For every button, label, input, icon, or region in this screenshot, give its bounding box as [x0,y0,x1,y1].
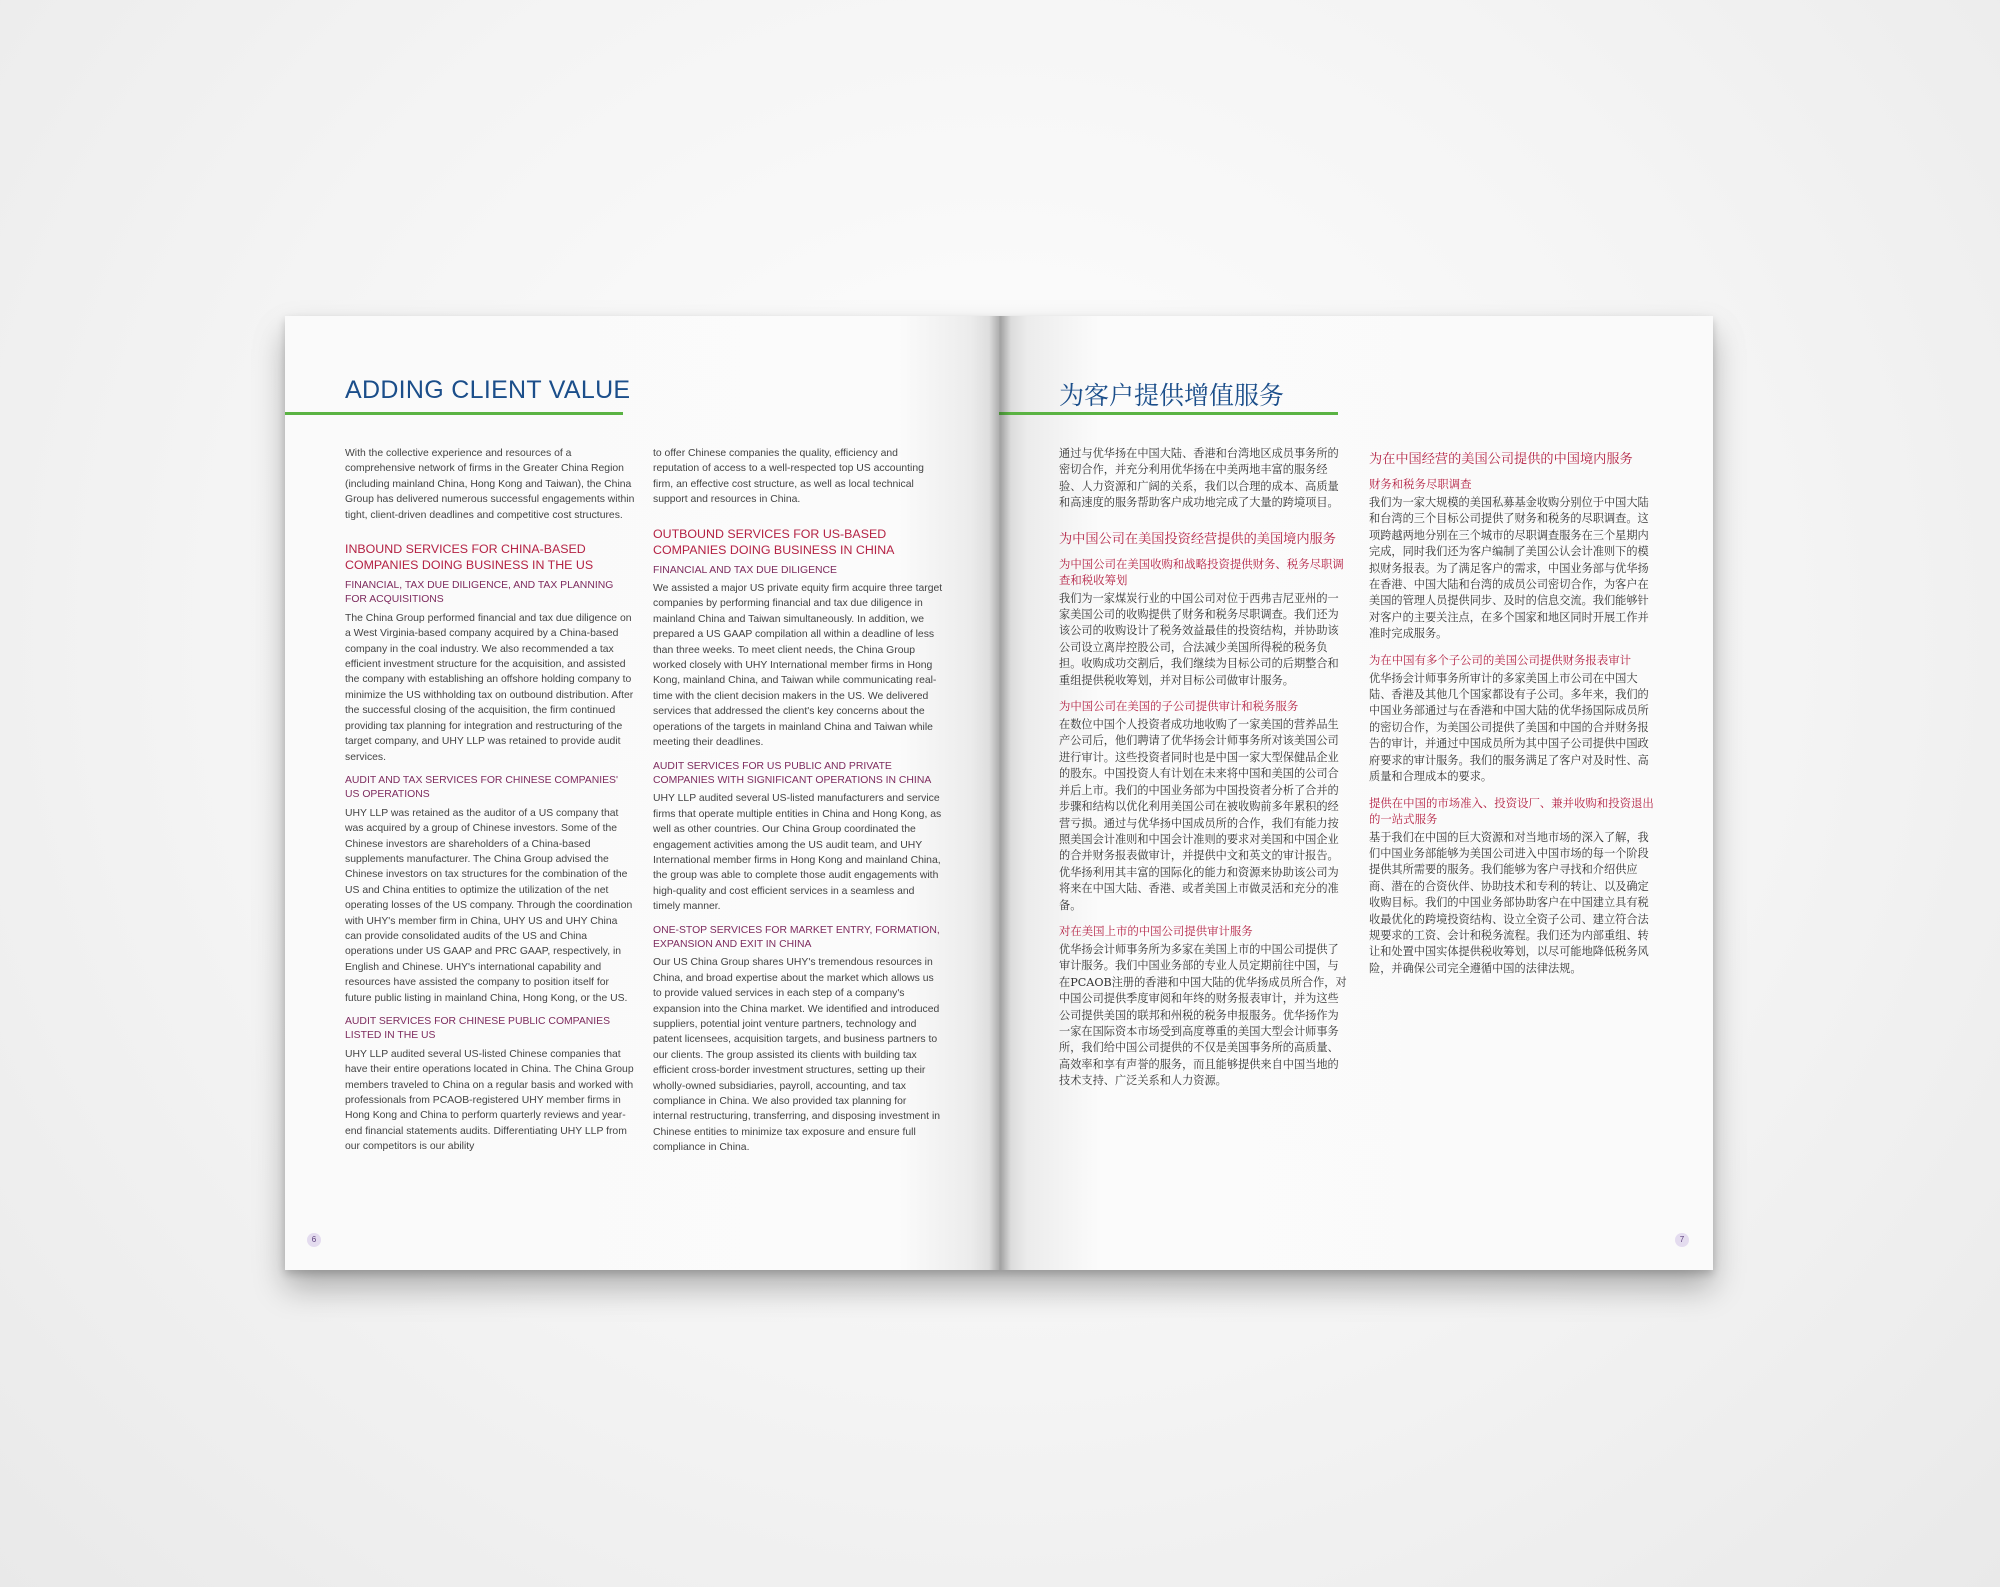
body-paragraph: 基于我们在中国的巨大资源和对当地市场的深入了解，我们中国业务部能够为美国公司进入中国市场的每一个阶段提供其所需要的服务。我们能够为客户寻找和介绍供应商、潜在的合资伙伴、协助技术和专利的转让、以及确定收购目标。我们的中国业务部协助客户在中国建立具有税收最优化的跨境投资结构、设立全资子公司、建立符合法规要求的工资、会计和税务流程。我们还为内部重组、转让和处置中国实体提供税收筹划，以尽可能地降低税务风险，并确保公司完全遵循中国的法律法规。 [1369,830,1649,975]
subsection-heading: AUDIT SERVICES FOR US PUBLIC AND PRIVATE COMPANIES WITH SIGNIFICANT OPERATIONS IN CHINA [653,760,932,786]
right-page [999,316,1713,1270]
body-paragraph: Our US China Group shares UHY's tremendous resources in China, and broad expertise about the market which allows us to provide valued services in each step of a company's expansion into the China market. We identified and introduced suppliers, potential joint venture partners, technology and patent licensees, acquisition targets, and business partners to our clients. The group assisted its clients with building tax efficient cross-border investment structures, setting up their wholly-owned subsidiaries, payroll, accounting, and tax compliance in China. We also provided tax planning for internal restructuring, transferring, and disposing investment in Chinese entities to minimize tax exposure and ensure full compliance in China. [653,957,941,1154]
intro-paragraph: 通过与优华扬在中国大陆、香港和台湾地区成员事务所的密切合作，并充分利用优华扬在中美两地丰富的服务经验、人力资源和广阔的关系，我们以合理的成本、高质量和高速度的服务帮助客户成功地完成了大量的跨境项目。 [1059,447,1339,510]
body-paragraph: 优华扬会计师事务所为多家在美国上市的中国公司提供了审计服务。我们中国业务部的专业人员定期前往中国，与在PCAOB注册的香港和中国大陆的优华扬成员所合作，对中国公司提供季度审阅和年终的财务报表审计，并为这些公司提供美国的联邦和州税的税务申报服务。优华扬作为一家在国际资本市场受到高度尊重的美国大型会计师事务所，我们给中国公司提供的不仅是美国事务所的高质量、高效率和享有声誉的服务，而且能够提供来自中国当地的技术支持、广泛关系和人力资源。 [1059,942,1347,1088]
body-paragraph: 我们为一家大规模的美国私募基金收购分别位于中国大陆和台湾的三个目标公司提供了财务和税务的尽职调查。这项跨越两地分别在三个城市的尽职调查服务在三个星期内完成，同时我们还为客户编制了美国公认会计准则下的模拟财务报表。为了满足客户的需求，中国业务部与优华扬在香港、中国大陆和台湾的成员公司密切合作，为客户在美国的管理人员提供同步、及时的信息交流。我们能够针对客户的主要关注点，在多个国家和地区同时开展工作并准时完成服务。 [1369,496,1649,641]
page-number: 6 [307,1233,321,1247]
intro-paragraph: With the collective experience and resources of a comprehensive network of firms in the Greater China Region (including mainland China, Hong Kong and Taiwan), the China Group has delivered numerous successful engagements within tight, client-driven deadlines and competitive cost structures. [345,448,635,521]
subsection-heading: FINANCIAL, TAX DUE DILIGENCE, AND TAX PLANNING FOR ACQUISITIONS [345,580,614,606]
body-paragraph: We assisted a major US private equity firm acquire three target companies by performing financial and tax due diligence in mainland China and Taiwan simultaneously. In addition, we prepared a US GAAP compilation all within a deadline of less than three weeks. To meet client needs, the China Group worked closely with UHY International member firms in Hong Kong, mainland China, and Taiwan while communicating real-time with the client decision makers in the US. We delivered services that addressed the client's key concerns about the operations of the targets in mainland China and Taiwan while meeting their deadlines. [653,583,943,749]
left-page [285,316,999,1270]
body-paragraph: 我们为一家煤炭行业的中国公司对位于西弗吉尼亚州的一家美国公司的收购提供了财务和税务尽职调查。我们还为该公司的收购设计了税务效益最佳的投资结构，并协助该公司设立离岸控股公司，合法减少美国所得税的税务负担。收购成功交割后，我们继续为目标公司的后期整合和重组提供税收筹划，并对目标公司做审计服务。 [1059,591,1339,687]
body-paragraph: UHY LLP audited several US-listed Chinese companies that have their entire operations located in China. The China Group members traveled to China on a regular basis and worked with professionals from PCAOB-registered UHY member firms in Hong Kong and China to perform quarterly reviews and year-end financial statements audits. Differentiating UHY LLP from our competitors is our ability [345,1048,634,1153]
page-title: ADDING CLIENT VALUE [345,376,631,404]
title-underline [285,412,623,415]
subsection-heading: ONE-STOP SERVICES FOR MARKET ENTRY, FORMATION, EXPANSION AND EXIT IN CHINA [653,924,940,950]
body-paragraph: 优华扬会计师事务所审计的多家美国上市公司在中国大陆、香港及其他几个国家都设有子公司。多年来，我们的中国业务部通过与在香港和中国大陆的优华扬国际成员所的密切合作，为美国公司提供了美国和中国的合并财务报告的审计，并通过中国成员所为其中国子公司提供中国政府要求的审计服务。我们的服务满足了客户对及时性、高质量和合理成本的要求。 [1369,671,1649,784]
subsection-heading: AUDIT SERVICES FOR CHINESE PUBLIC COMPANIES LISTED IN THE US [345,1016,611,1042]
subsection-heading: AUDIT AND TAX SERVICES FOR CHINESE COMPANIES' US OPERATIONS [345,774,618,801]
subsection-heading: 为在中国有多个子公司的美国公司提供财务报表审计 [1369,652,1631,667]
subsection-heading: 为中国公司在美国收购和战略投资提供财务、税务尽职调查和税收筹划 [1059,556,1344,587]
section-heading: 为中国公司在美国投资经营提供的美国境内服务 [1059,531,1336,547]
subsection-heading: FINANCIAL AND TAX DUE DILIGENCE [653,564,837,576]
page-title: 为客户提供增值服务 [1059,382,1285,410]
subsection-heading: 为中国公司在美国的子公司提供审计和税务服务 [1059,699,1299,714]
brochure-spread [285,316,1713,1270]
subsection-heading: 财务和税务尽职调查 [1369,477,1472,491]
left-column-1 [345,446,635,1164]
subsection-heading: 提供在中国的市场准入、投资设厂、兼并收购和投资退出的一站式服务 [1369,795,1654,826]
section-heading: INBOUND SERVICES FOR CHINA-BASED COMPANIES DOING BUSINESS IN THE US [345,542,594,573]
title-underline [999,412,1338,415]
body-paragraph: UHY LLP audited several US-listed manufacturers and service firms that operate multiple entities in China and Hong Kong, as well as other countries. Our China Group coordinated the engagement activities among the US audit team, and UHY International member firms in Hong Kong and mainland China, the group was able to complete those audit engagements with high-quality and cost efficient services in a seamless and timely manner. [653,793,942,913]
body-paragraph: The China Group performed financial and tax due diligence on a West Virginia-based company acquired by a China-based company in the coal industry. We also recommended a tax efficient investment structure for the acquisition, and assisted the company with establishing an offshore holding company to minimize the US withholding tax on outbound distribution. After the successful closing of the acquisition, the firm continued providing tax planning for integration and restructuring of the target company, and UHY LLP was retained to provide audit services. [345,612,634,763]
body-paragraph: 在数位中国个人投资者成功地收购了一家美国的营养品生产公司后，他们聘请了优华扬会计师事务所对该美国公司进行审计。这些投资者同时也是中国一家大型保健品企业的股东。中国投资人有计划在未来将中国和美国的公司合并后上市。我们的中国业务部为中国投资者分析了合并的步骤和结构以优化利用美国公司在被收购前多年累积的经营亏损。通过与优华扬中国成员所的合作，我们有能力按照美国会计准则和中国会计准则的要求对美国和中国企业的合并财务报表做审计，并提供中文和英文的审计报告。优华扬利用其丰富的国际化的能力和资源来协助该公司为将来在中国大陆、香港、或者美国上市做灵活和充分的准备。 [1059,718,1339,912]
body-paragraph: to offer Chinese companies the quality, efficiency and reputation of access to a well-respected top US accounting firm, an effective cost structure, as well as local technical support and resources in China. [653,448,924,506]
body-paragraph: UHY LLP was retained as the auditor of a US company that was acquired by a group of Chinese investors. Some of the Chinese investors are shareholders of a China-based supplements manufacturer. The China Group advised the Chinese investors on tax structures for the combination of the US and China entities to optimize the utilization of the net operating losses of the US company. Through the coordination with UHY's member firm in China, UHY US and UHY China can provide consolidated audits of the US and China operations under US GAAP and PRC GAAP, respectively, in English and Chinese. UHY's international capability and resources have assisted the company to position itself for future public listing in mainland China, Hong Kong, or the US. [345,807,633,1004]
right-column-1 [1059,446,1347,1099]
section-heading: 为在中国经营的美国公司提供的中国境内服务 [1369,452,1633,467]
section-heading: OUTBOUND SERVICES FOR US-BASED COMPANIES DOING BUSINESS IN CHINA [653,526,895,557]
subsection-heading: 对在美国上市的中国公司提供审计服务 [1059,923,1253,938]
right-column-2 [1369,446,1659,986]
left-column-2 [653,446,943,1165]
book-spine-shadow [989,316,1011,1270]
page-number: 7 [1675,1233,1689,1247]
